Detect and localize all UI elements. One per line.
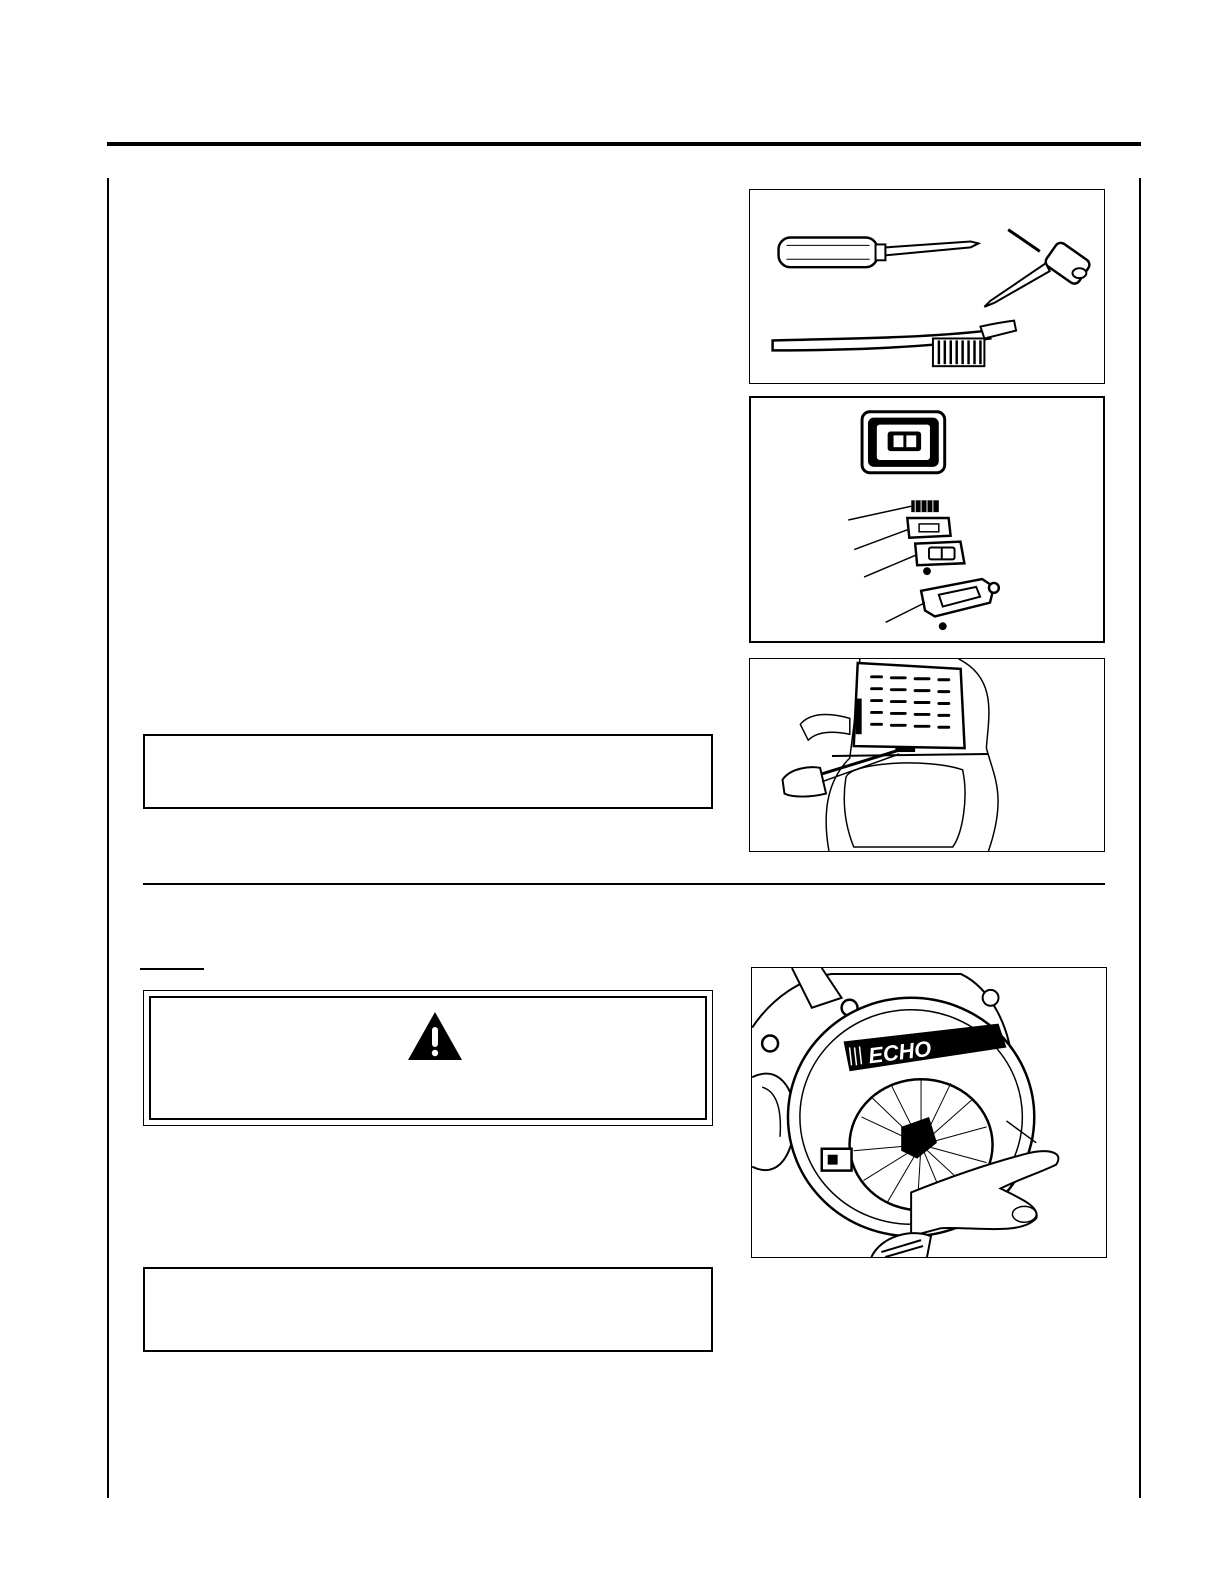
heading-underline bbox=[140, 968, 204, 970]
note-box-1 bbox=[143, 734, 713, 809]
blower-fan-icon bbox=[752, 968, 1106, 1257]
warning-triangle-icon bbox=[406, 1010, 464, 1062]
note-box-2 bbox=[143, 1267, 713, 1352]
fan-figure bbox=[751, 967, 1107, 1258]
echo-brand-text: ECHO bbox=[866, 1035, 933, 1069]
left-margin-line bbox=[107, 178, 109, 1498]
muffler-exploded-icon bbox=[751, 398, 1103, 641]
tools-figure bbox=[749, 189, 1105, 384]
muffler-figure bbox=[749, 396, 1105, 643]
header-rule bbox=[107, 142, 1141, 146]
spark-arrestor-figure bbox=[749, 658, 1105, 852]
right-margin-line bbox=[1139, 178, 1141, 1498]
spark-arrestor-screen-icon bbox=[750, 659, 1104, 851]
section-divider bbox=[143, 883, 1105, 885]
tools-icon bbox=[750, 190, 1104, 383]
